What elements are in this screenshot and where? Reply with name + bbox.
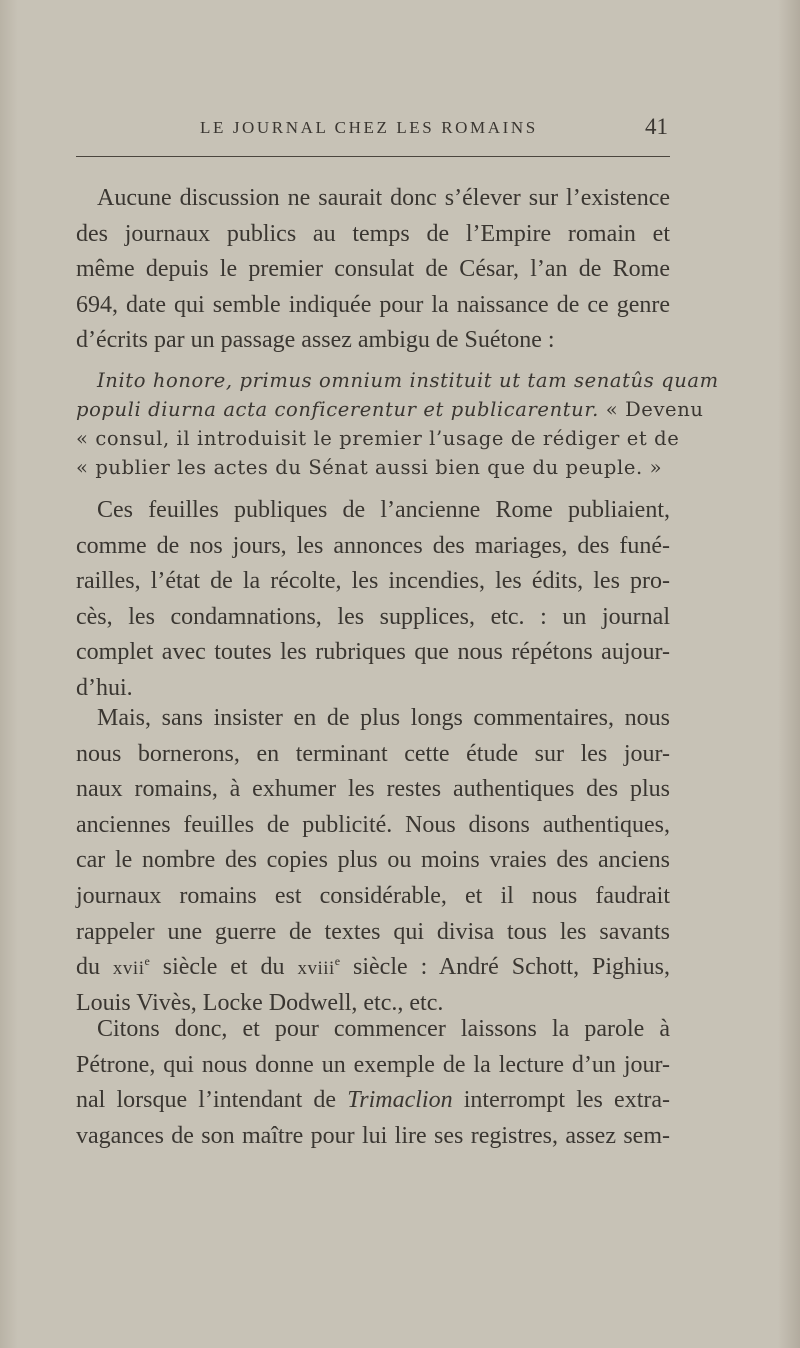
latin-quote-line: Inito honore, primus omnium instituit ut tam senatûs quam [97, 369, 719, 392]
text-line: Citons donc, et pour commencer laissons la parole à [97, 1016, 670, 1042]
paragraph-4 [76, 1012, 670, 1154]
text-line [76, 950, 670, 986]
century-numeral: xviii [297, 958, 335, 980]
text-line: d’hui. [76, 674, 133, 701]
text-line: nous bornerons, en terminant cette étude sur les jour- [76, 740, 670, 767]
century-numeral: xvii [112, 958, 145, 980]
text-fragment: du [76, 954, 113, 981]
text-line: railles, l’état de la récolte, les incendies, les édits, les pro- [76, 568, 670, 595]
translation-fragment: « Devenu [605, 398, 704, 421]
text-line: naux romains, à exhumer les restes authentiques des plus [76, 776, 670, 803]
text-line: Mais, sans insister en de plus longs commentaires, nous [97, 705, 670, 731]
text-line: anciennes feuilles de publicité. Nous disons authentiques, [76, 811, 670, 838]
quote-line [76, 395, 704, 424]
text-line: car le nombre des copies plus ou moins vraies des anciens [76, 847, 670, 874]
paragraph-2 [76, 493, 670, 707]
translation-line: « consul, il introduisit le premier l’usage de rédiger et de [76, 427, 680, 450]
text-fragment: siècle et du [149, 954, 298, 981]
text-line: Pétrone, qui nous donne un exemple de la lecture d’un jour- [76, 1051, 670, 1078]
latin-quote-fragment: populi diurna acta conficerentur et publicarentur. [76, 398, 599, 421]
text-line: même depuis le premier consulat de César, l’an de Rome [76, 256, 670, 283]
running-title: LE JOURNAL CHEZ LES ROMAINS [200, 118, 538, 137]
text-line: rappeler une guerre de textes qui divisa tous les savants [76, 918, 670, 945]
text-line: journaux romains est considérable, et il nous faudrait [76, 882, 670, 909]
paragraph-1 [76, 181, 670, 359]
text-line: Aucune discussion ne saurait donc s’élever sur l’existence [97, 185, 670, 211]
text-line [76, 1083, 670, 1119]
quotation [76, 366, 719, 482]
page-edge-shadow [778, 0, 800, 1348]
translation-line: « publier les actes du Sénat aussi bien que du peuple. » [76, 456, 663, 479]
header-rule [76, 156, 670, 157]
superscript: e [144, 954, 150, 969]
text-line: Louis Vivès, Locke Dodwell, etc., etc. [76, 989, 444, 1016]
text-line: complet avec toutes les rubriques que nous répétons aujour- [76, 639, 670, 666]
text-line: 694, date qui semble indiquée pour la naissance de ce genre [76, 291, 670, 318]
italic-name: Trimaclion [347, 1087, 453, 1114]
text-fragment: siècle : André Schott, Pighius, [340, 954, 671, 981]
text-line: comme de nos jours, les annonces des mariages, des funé- [76, 532, 670, 559]
text-line: Ces feuilles publiques de l’ancienne Rome publiaient, [97, 497, 670, 523]
text-line: des journaux publics au temps de l’Empire romain et [76, 220, 670, 247]
text-fragment: nal lorsque l’intendant de [76, 1087, 348, 1114]
page-edge-shadow [0, 0, 18, 1348]
paragraph-3 [76, 701, 670, 1021]
page-number: 41 [645, 114, 668, 139]
superscript: e [334, 954, 341, 969]
running-head [76, 114, 670, 144]
text-fragment: interrompt les extra- [452, 1087, 670, 1114]
text-line: cès, les condamnations, les supplices, etc. : un journal [76, 603, 670, 630]
text-line: vagances de son maître pour lui lire ses registres, assez sem- [76, 1122, 670, 1149]
text-line: d’écrits par un passage assez ambigu de Suétone : [76, 327, 555, 354]
